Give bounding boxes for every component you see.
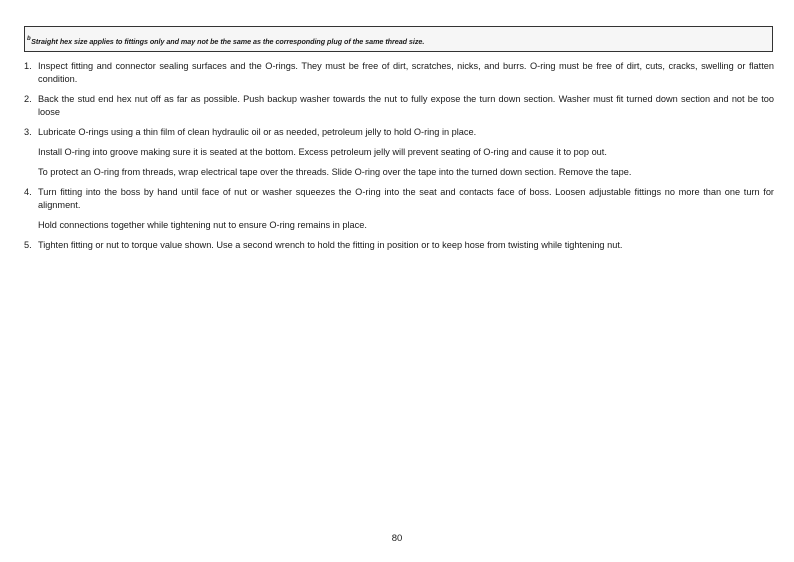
page-number: 80	[391, 533, 403, 544]
footnote-mark: b	[27, 36, 31, 42]
step-text: Turn fitting into the boss by hand until face of nut or washer squeezes the O-ring into the seat and contacts face of boss. Loosen adjustable fittings no more than one turn for alignment.	[38, 187, 774, 210]
step-number: 4.	[24, 187, 32, 197]
step-2	[24, 93, 774, 119]
step-3-note-1: Install O-ring into groove making sure it is seated at the bottom. Excess petroleum jelly will prevent seating of O-ring and cause it to pop out.	[38, 147, 607, 157]
procedure-steps	[24, 60, 774, 252]
step-text: Lubricate O-rings using a thin film of clean hydraulic oil or as needed, petroleum jelly to hold O-ring in place.	[38, 127, 477, 137]
step-text: Tighten fitting or nut to torque value shown. Use a second wrench to hold the fitting in position or to keep hose from twisting while tightening nut.	[38, 240, 623, 250]
step-number: 3.	[24, 127, 32, 137]
footnote	[27, 36, 424, 46]
step-3	[24, 126, 774, 139]
step-number: 1.	[24, 61, 32, 71]
step-text: Inspect fitting and connector sealing surfaces and the O-rings. They must be free of dirt, scratches, nicks, and burrs. O-ring must be free of dirt, cuts, cracks, swelling or flatten condition.	[38, 61, 774, 84]
step-5	[24, 239, 774, 252]
step-text: Back the stud end hex nut off as far as possible. Push backup washer towards the nut to fully expose the turn down section. Washer must fit turned down section and not be too loose	[38, 94, 774, 117]
step-number: 5.	[24, 240, 32, 250]
footnote-box	[24, 26, 773, 52]
step-1	[24, 60, 774, 86]
step-number: 2.	[24, 94, 32, 104]
step-4-note-1: Hold connections together while tightening nut to ensure O-ring remains in place.	[38, 220, 367, 230]
footnote-text: Straight hex size applies to fittings only and may not be the same as the corresponding plug of the same thread size.	[31, 37, 425, 46]
step-3-note-2: To protect an O-ring from threads, wrap electrical tape over the threads. Slide O-ring over the tape into the turned down section. Remove the tape.	[38, 167, 632, 177]
step-4	[24, 186, 774, 212]
